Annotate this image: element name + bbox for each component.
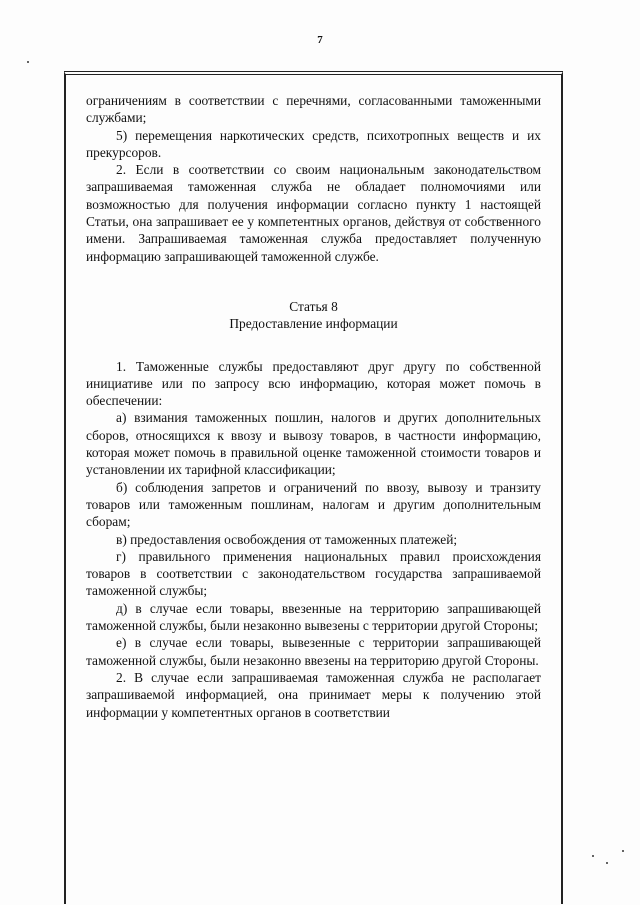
- article-title: Предоставление информации: [229, 316, 398, 332]
- article-number: Статья 8: [289, 298, 338, 314]
- scan-speck: [27, 61, 29, 63]
- article-paragraph: г) правильного применения национальных правил происхождения товаров в соответствии с законодательством государства запрашиваемой таможенной службы;: [86, 548, 541, 599]
- scan-speck: [592, 855, 594, 857]
- continuation-paragraph: 2. Если в соответствии со своим национальным законодательством запрашиваемая таможенная служба не обладает полномочиями или возможностью для получения информации согласно пункту 1 настоящей Статьи, она запрашивает ее у компетентных органов, действуя от собственного имени. Запрашиваемая таможенная служба предоставляет полученную информацию запрашивающей таможенной службе.: [86, 162, 541, 264]
- article-paragraph: 1. Таможенные службы предоставляют друг другу по собственной инициативе или по запросу всю информацию, которая может помочь в обеспечении:: [86, 358, 541, 409]
- document-body: [86, 92, 541, 721]
- page-number: 7: [317, 34, 323, 46]
- article-paragraph: в) предоставления освобождения от таможенных платежей;: [116, 531, 458, 547]
- continuation-paragraph: ограничениям в соответствии с перечнями, согласованными таможенными службами;: [86, 93, 541, 126]
- article-paragraph: а) взимания таможенных пошлин, налогов и других дополнительных сборов, относящихся к ввозу и вывозу товаров, в частности информацию, которая может помочь в правильной оценке таможенной стоимости товаров и установлении их тарифной классификации;: [86, 410, 541, 478]
- continuation-paragraph: 5) перемещения наркотических средств, психотропных веществ и их прекурсоров.: [86, 127, 541, 160]
- scan-speck: [606, 862, 608, 864]
- article-paragraph: д) в случае если товары, ввезенные на территорию запрашивающей таможенной службы, были незаконно вывезены с территории другой Стороны;: [86, 600, 541, 634]
- scan-speck: [622, 850, 624, 852]
- article-heading: [86, 298, 541, 333]
- article-paragraph: б) соблюдения запретов и ограничений по ввозу, вывозу и транзиту товаров или таможенным пошлинам, налогам и другим дополнительным сборам;: [86, 479, 541, 530]
- article-paragraph: 2. В случае если запрашиваемая таможенная служба не располагает запрашиваемой информацией, она принимает меры к получению этой информации у компетентных органов в соответствии: [86, 669, 541, 720]
- article-paragraph: е) в случае если товары, вывезенные с территории запрашивающей таможенной службы, были незаконно ввезены на территорию другой Стороны.: [86, 635, 541, 668]
